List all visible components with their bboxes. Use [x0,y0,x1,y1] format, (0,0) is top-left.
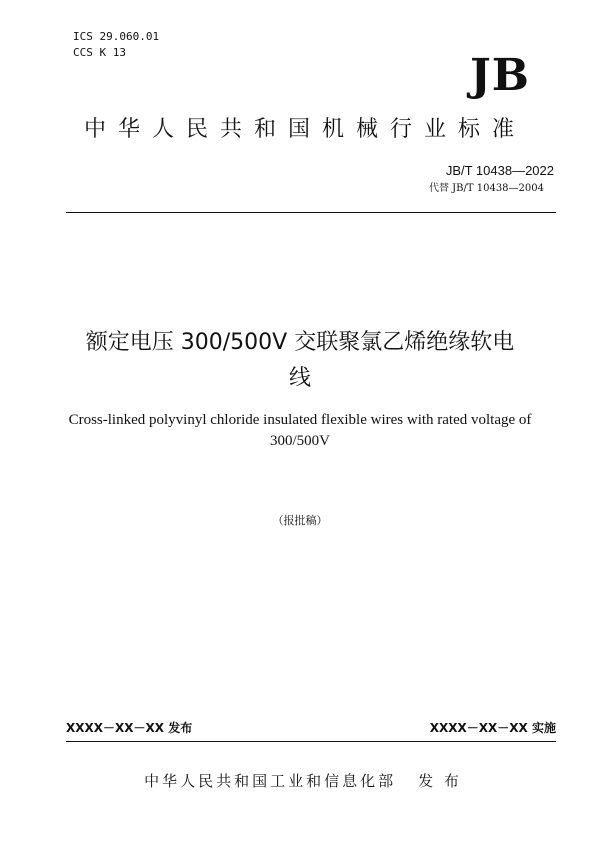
ics-code: ICS 29.060.01 [73,30,160,43]
document-title-zh-line2: 线 [288,366,311,391]
issue-date: XXXX－XX－XX 发布 [66,721,193,735]
publish-label: 发 布 [418,772,462,790]
ccs-code: CCS K 13 [73,46,126,59]
document-title-en-line1: Cross-linked polyvinyl chloride insulated flexible wires with rated voltage of [68,412,532,428]
jb-logo: JB [469,50,530,101]
draft-status: （报批稿） [272,514,328,527]
document-title-en-line2: 300/500V [270,433,330,449]
document-title-zh-line1: 额定电压 300/500V 交联聚氯乙烯绝缘软电 [85,330,515,355]
standard-code: JB/T 10438—2022 [445,163,554,178]
standard-category-title: 中华人民共和国机械行业标准 [83,117,526,142]
replaces-standard: 代替 JB/T 10438—2004 [428,183,544,194]
issuer-name: 中华人民共和国工业和信息化部 [144,772,397,790]
top-divider [66,212,556,213]
bottom-divider [66,741,556,742]
implement-date: XXXX－XX－XX 实施 [429,721,556,735]
document-title-zh [60,325,540,397]
issuer-line [0,770,600,792]
document-title-en [60,410,540,452]
